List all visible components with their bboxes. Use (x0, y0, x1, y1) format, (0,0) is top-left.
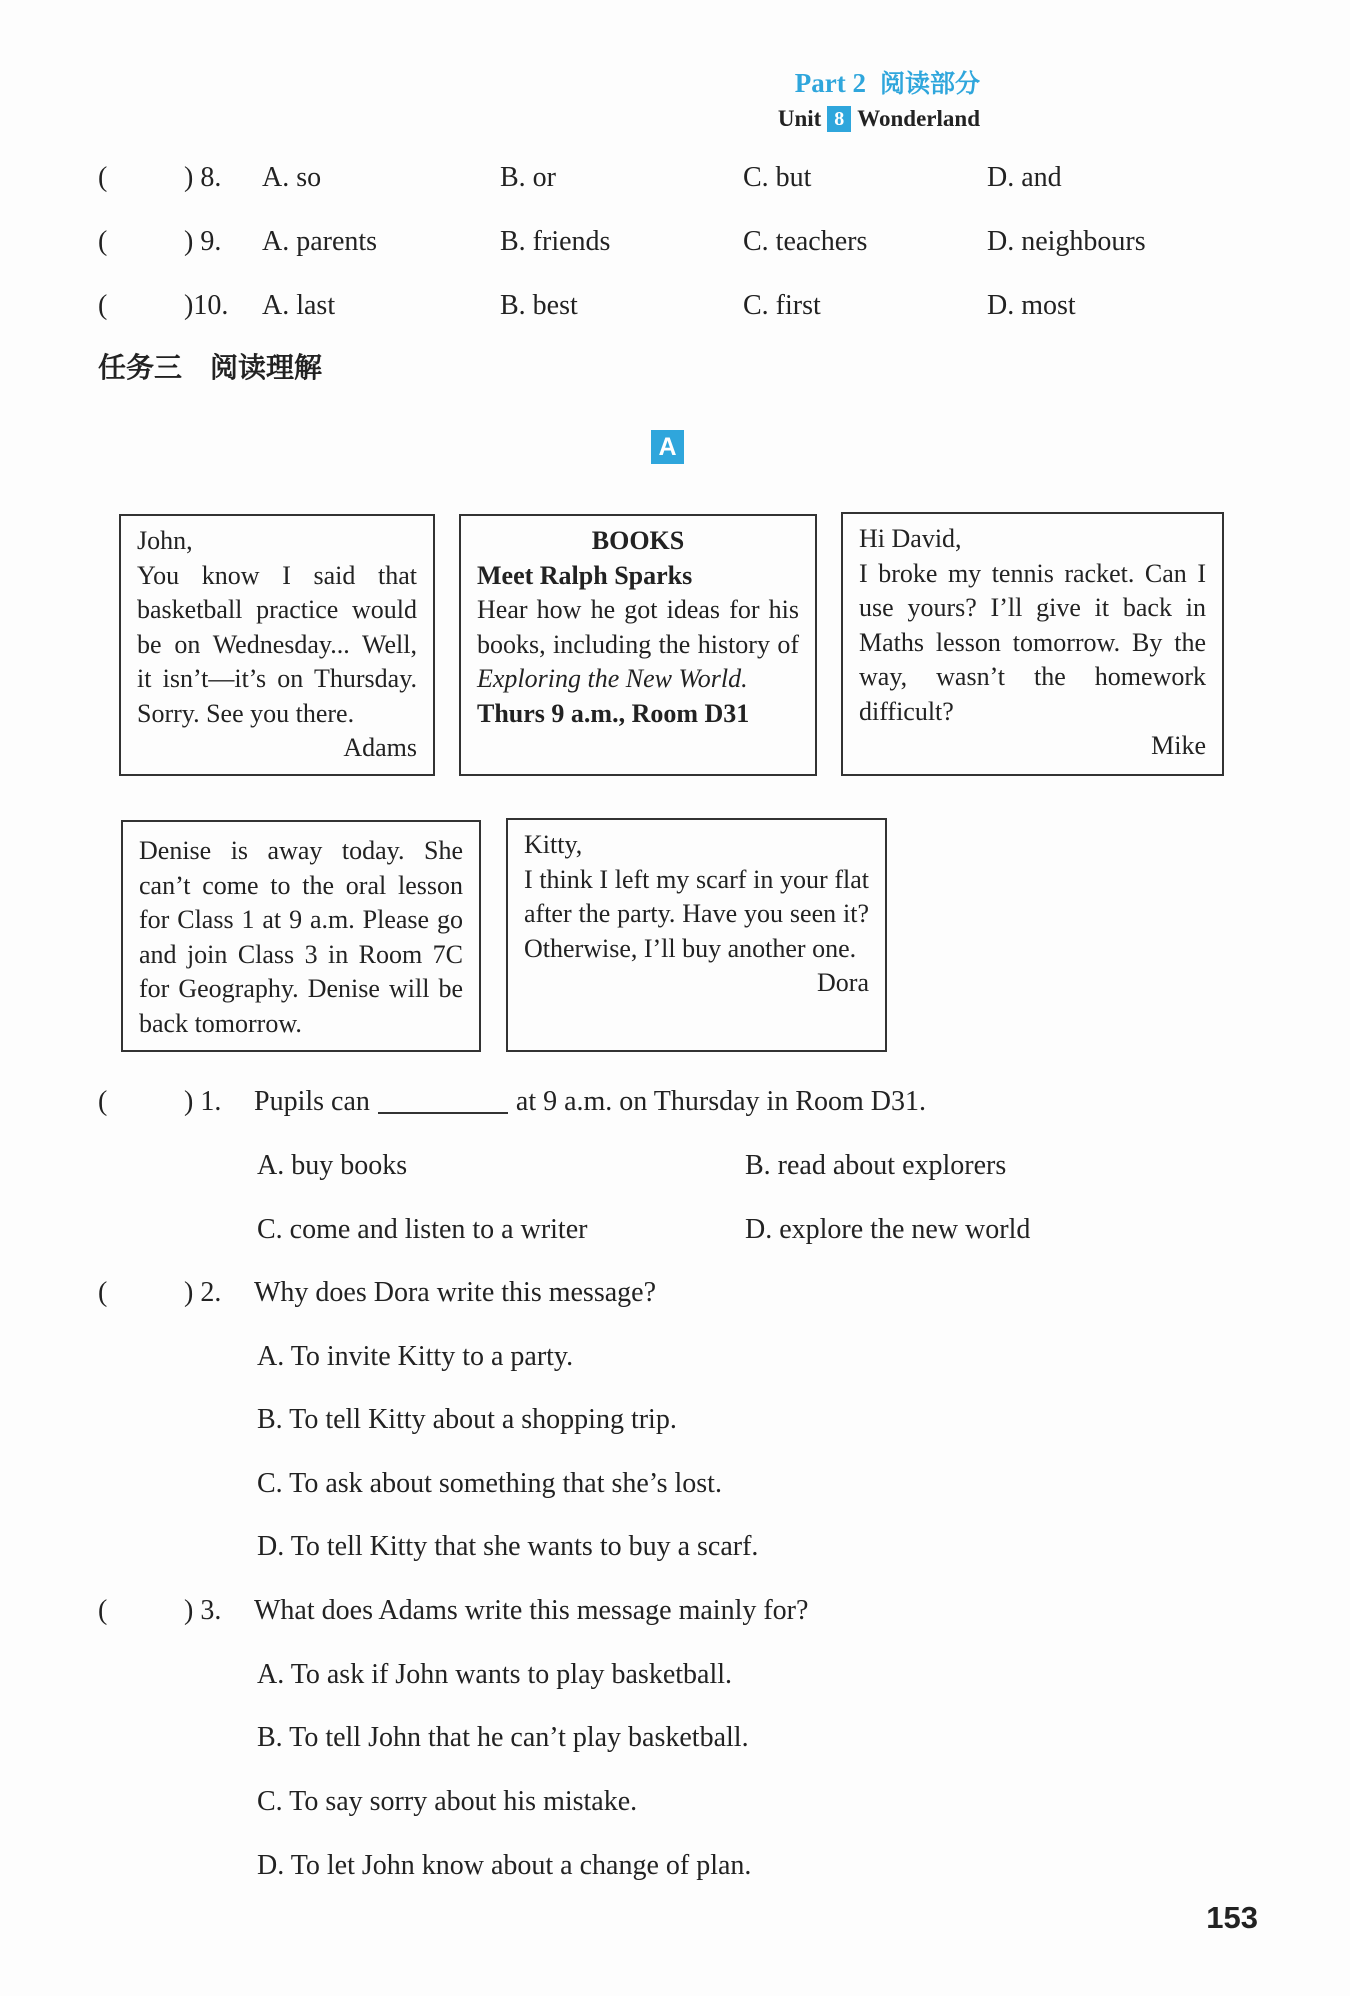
option-d: D. neighbours (987, 226, 1146, 257)
q3-option-c: C. To say sorry about his mistake. (257, 1786, 638, 1817)
notice-time: Thurs 9 a.m., Room D31 (477, 698, 750, 728)
notice-body: You know I said that basketball practice would be on Wednesday... Well, it isn’t—it’s on Thursday. Sorry. See you there. (137, 560, 417, 728)
q1-option-c: C. come and listen to a writer (257, 1214, 588, 1245)
notice-subtitle: Meet Ralph Sparks (477, 560, 693, 590)
answer-paren-open: ( (98, 1086, 108, 1117)
option-c: C. first (743, 290, 821, 321)
question-number: ) 9. (184, 226, 222, 257)
notice-kitty (506, 818, 887, 1052)
question-stem (254, 1084, 926, 1120)
option-b: B. or (500, 162, 556, 193)
notice-john (119, 514, 435, 776)
unit-number-badge: 8 (827, 106, 851, 132)
question-number: ) 3. (184, 1595, 222, 1626)
option-b: B. best (500, 290, 578, 321)
question-number: )10. (184, 290, 229, 321)
passage-badge: A (651, 430, 684, 464)
part-heading (795, 64, 980, 100)
q1-option-d: D. explore the new world (745, 1214, 1031, 1245)
option-c: C. but (743, 162, 812, 193)
q1-option-a: A. buy books (257, 1150, 408, 1181)
cloze-row-9 (0, 224, 1350, 260)
option-b: B. friends (500, 226, 611, 257)
cloze-row-8 (0, 160, 1350, 196)
notice-greeting: Kitty, (524, 830, 583, 859)
q3-option-a: A. To ask if John wants to play basketball. (257, 1659, 733, 1690)
notice-body: I think I left my scarf in your flat after the party. Have you seen it? Otherwise, I’ll buy another one. (524, 864, 869, 963)
q2-option-b: B. To tell Kitty about a shopping trip. (257, 1404, 677, 1435)
section-title: 任务三 阅读理解 (98, 351, 323, 384)
notice-body-text: Hear how he got ideas for his books, including the history of (477, 595, 799, 659)
question-2 (0, 1275, 1350, 1311)
option-d: D. most (987, 290, 1076, 321)
notice-signature: Mike (1151, 731, 1206, 760)
notice-signature: Dora (817, 968, 869, 997)
answer-paren-open: ( (98, 1595, 108, 1626)
unit-heading (778, 106, 980, 132)
unit-label: Unit (777, 106, 822, 131)
notice-david (841, 512, 1224, 776)
question-number: ) 2. (184, 1277, 222, 1308)
option-c: C. teachers (743, 226, 868, 257)
notice-body: I broke my tennis racket. Can I use yours? I’ll give it back in Maths lesson tomorrow. By the way, wasn’t the homework difficult? (859, 558, 1206, 726)
q2-option-a: A. To invite Kitty to a party. (257, 1341, 574, 1372)
q2-option-d: D. To tell Kitty that she wants to buy a scarf. (257, 1531, 759, 1562)
notice-body (477, 593, 799, 697)
answer-paren-open: ( (98, 226, 108, 257)
stem-after: at 9 a.m. on Thursday in Room D31. (515, 1086, 927, 1117)
notice-denise (121, 820, 481, 1052)
question-stem: Why does Dora write this message? (254, 1277, 656, 1308)
notice-title: BOOKS (591, 526, 685, 555)
part-label: Part 2 (794, 68, 866, 98)
answer-paren-open: ( (98, 162, 108, 193)
notice-books (459, 514, 817, 776)
question-1 (0, 1084, 1350, 1120)
question-number: ) 8. (184, 162, 222, 193)
answer-paren-open: ( (98, 1277, 108, 1308)
cloze-row-10 (0, 288, 1350, 324)
book-title: Exploring the New World. (477, 664, 748, 693)
answer-paren-open: ( (98, 290, 108, 321)
unit-title: Wonderland (857, 106, 980, 131)
question-stem: What does Adams write this message mainly for? (254, 1595, 809, 1626)
q2-option-c: C. To ask about something that she’s lost. (257, 1468, 722, 1499)
notice-greeting: Hi David, (859, 524, 962, 553)
question-3 (0, 1593, 1350, 1629)
answer-blank (378, 1084, 508, 1114)
notice-greeting: John, (137, 526, 193, 555)
notice-body: Denise is away today. She can’t come to the oral lesson for Class 1 at 9 a.m. Please go and join Class 3 in Room 7C for Geography. Denise will be back tomorrow. (139, 836, 463, 1038)
option-d: D. and (987, 162, 1062, 193)
q3-option-b: B. To tell John that he can’t play basketball. (257, 1722, 749, 1753)
page-number: 153 (1206, 1900, 1258, 1935)
notice-signature: Adams (343, 733, 417, 762)
option-a: A. parents (262, 226, 378, 257)
option-a: A. last (262, 290, 336, 321)
part-label-cn: 阅读部分 (879, 69, 980, 98)
q3-option-d: D. To let John know about a change of plan. (257, 1850, 752, 1881)
question-number: ) 1. (184, 1086, 222, 1117)
option-a: A. so (262, 162, 322, 193)
q1-option-b: B. read about explorers (745, 1150, 1007, 1181)
stem-before: Pupils can (254, 1086, 370, 1117)
